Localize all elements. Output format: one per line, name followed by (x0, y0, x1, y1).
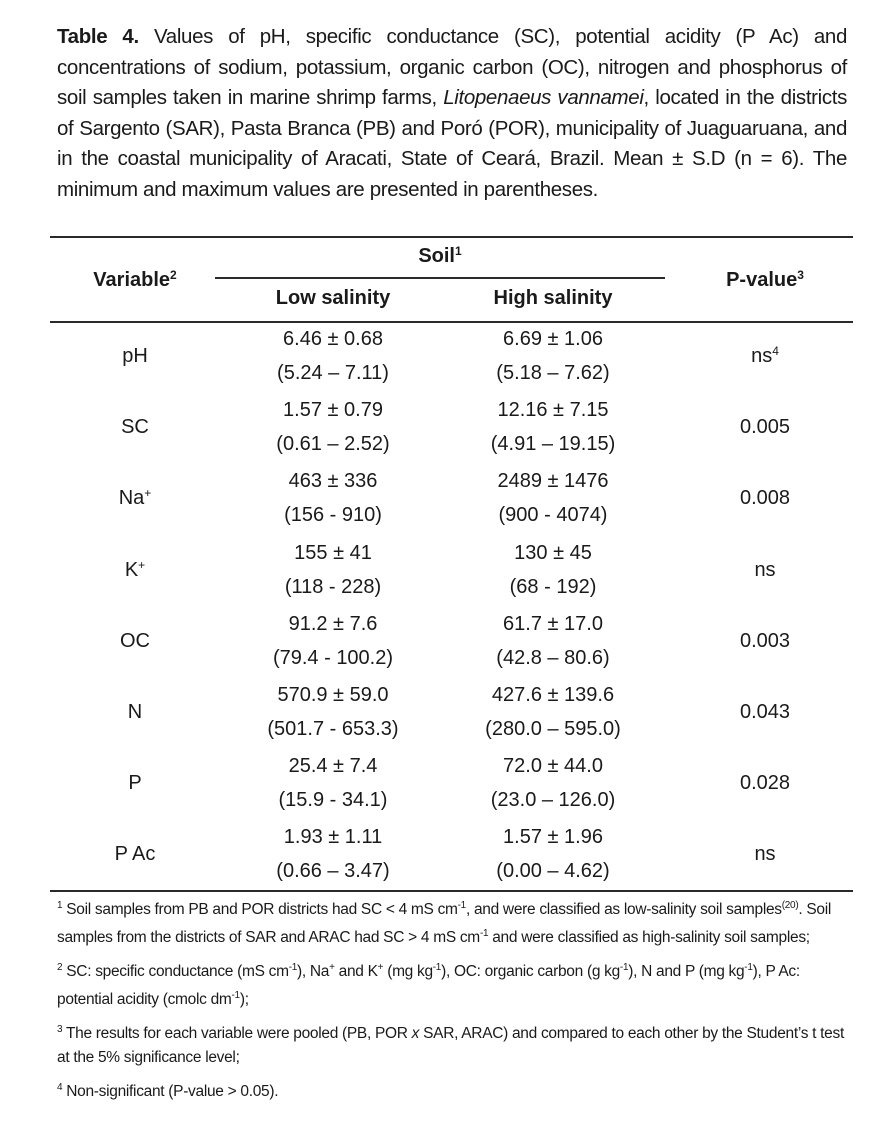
low-salinity-range: (79.4 - 100.2) (272, 646, 394, 669)
species-name: Litopenaeus vannamei (443, 86, 644, 109)
high-salinity-mean: 1.57 ± 1.96 (503, 826, 603, 849)
high-salinity-range: (4.91 – 19.15) (490, 433, 616, 456)
high-salinity-mean: 130 ± 45 (514, 541, 592, 564)
high-salinity-range: (42.8 – 80.6) (496, 646, 610, 669)
footnote-1: $^1$ Soil samples from PB and POR districts had SC < 4 mS $cm^{-1}$, and were classified as low-salinity soil samples$^{(20)}$. Soil samples from the districts of SAR and ARAC had SC > 4 mS $cm^{-1}$ and were classified as high-salinity soil samples; (57, 900, 832, 946)
high-salinity-mean: 427.6 ± 139.6 (491, 684, 615, 706)
header-p-value: P-value$^3$ (726, 268, 804, 291)
p-value-cell: 0.003 (739, 629, 791, 652)
variable-cell: N (127, 701, 143, 723)
caption-text: Values of pH, specific conductance (SC), potential acidity (P Ac) and concentrations of sodium, potassium, organic carbon (OC), nitrogen and phosphorus of soil samples taken in marine shrimp farms, (57, 25, 848, 109)
low-salinity-range: (156 - 910) (284, 504, 382, 527)
table-caption (57, 22, 847, 205)
footnote-4: $^4$ Non-significant (P-value > 0.05). (57, 1082, 279, 1100)
variable-cell: OC (120, 629, 150, 652)
header-low-salinity: Low salinity (275, 287, 391, 309)
high-salinity-mean: 61.7 ± 17.0 (503, 612, 603, 635)
low-salinity-mean: 155 ± 41 (294, 541, 372, 564)
table-bottom-rule (50, 890, 853, 892)
low-salinity-mean: 25.4 ± 7.4 (288, 755, 378, 778)
high-salinity-mean: 6.69 ± 1.06 (503, 328, 603, 350)
low-salinity-range: (15.9 - 34.1) (278, 789, 388, 812)
header-bottom-rule (50, 321, 853, 323)
low-salinity-range: (5.24 – 7.11) (277, 362, 389, 384)
table-row (50, 395, 853, 466)
variable-cell: Na+ (118, 486, 152, 510)
variable-cell: K+ (124, 557, 146, 581)
low-salinity-mean: 6.46 ± 0.68 (283, 328, 383, 350)
table-row (50, 822, 853, 893)
p-value-cell: ns (754, 843, 776, 866)
header-high-salinity: High salinity (493, 287, 613, 309)
soil-header-rule (215, 277, 665, 279)
p-value-cell: 0.005 (739, 416, 791, 439)
high-salinity-range: (23.0 – 126.0) (490, 789, 616, 812)
table-row (50, 680, 853, 751)
variable-cell: SC (121, 416, 149, 439)
low-salinity-mean: 1.57 ± 0.79 (283, 399, 383, 422)
high-salinity-range: (5.18 – 7.62) (496, 362, 610, 384)
variable-cell: P (128, 772, 142, 795)
table-row (50, 751, 853, 822)
high-salinity-range: (0.00 – 4.62) (496, 860, 610, 883)
low-salinity-range: (0.66 – 3.47) (276, 860, 390, 883)
footnote-3: $^3$ The results for each variable were pooled (PB, POR x SAR, ARAC) and compared to each other by the Student’s t test at the 5% significance level; (57, 1024, 844, 1066)
header-soil: Soil$^1$ (418, 244, 462, 267)
low-salinity-range: (118 - 228) (284, 575, 382, 598)
table-row (50, 609, 853, 680)
p-value-cell: ns (754, 558, 776, 581)
table-row (50, 324, 853, 395)
p-value-cell: $ns^4$ (751, 344, 779, 367)
p-value-cell: 0.028 (739, 772, 791, 795)
low-salinity-mean: 91.2 ± 7.6 (288, 612, 378, 635)
table-row (50, 538, 853, 609)
high-salinity-range: (900 - 4074) (498, 504, 608, 527)
high-salinity-mean: 12.16 ± 7.15 (497, 399, 609, 422)
low-salinity-mean: 570.9 ± 59.0 (277, 684, 389, 706)
footnote-2: $^2$ SC: specific conductance (mS $cm^{-1}$), Na+ and K+ (mg $kg^{-1}$), OC: organic carbon (g $kg^{-1}$), N and P (mg $kg^{-1}$), P Ac: potential acidity (cmolc $dm^{-1}$); (57, 962, 800, 1008)
caption-text-cont: , located in the districts of Sargento (SAR), Pasta Branca (PB) and Poró (POR), municipality of Juaguaruana, and in the coastal municipality of Aracati, State of Ceará, Brazil. Mean ± S.D (n = 6). The minimum and maximum values are presented in parentheses. (57, 86, 847, 201)
high-salinity-range: (280.0 – 595.0) (485, 718, 621, 740)
table-label: Table 4. (57, 25, 139, 48)
high-salinity-range: (68 - 192) (509, 575, 597, 598)
low-salinity-mean: 1.93 ± 1.11 (283, 826, 383, 849)
table-top-rule (50, 236, 853, 238)
low-salinity-range: (501.7 - 653.3) (267, 718, 399, 740)
low-salinity-mean: 463 ± 336 (288, 470, 378, 493)
p-value-cell: 0.008 (739, 487, 791, 510)
high-salinity-mean: 2489 ± 1476 (497, 470, 609, 493)
high-salinity-mean: 72.0 ± 44.0 (503, 755, 603, 778)
variable-cell: P Ac (114, 843, 156, 866)
header-variable: Variable$^2$ (93, 268, 177, 291)
variable-cell: pH (122, 345, 148, 367)
table-row (50, 466, 853, 537)
low-salinity-range: (0.61 – 2.52) (276, 433, 390, 456)
table-footnotes (57, 894, 847, 1110)
p-value-cell: 0.043 (739, 701, 791, 723)
